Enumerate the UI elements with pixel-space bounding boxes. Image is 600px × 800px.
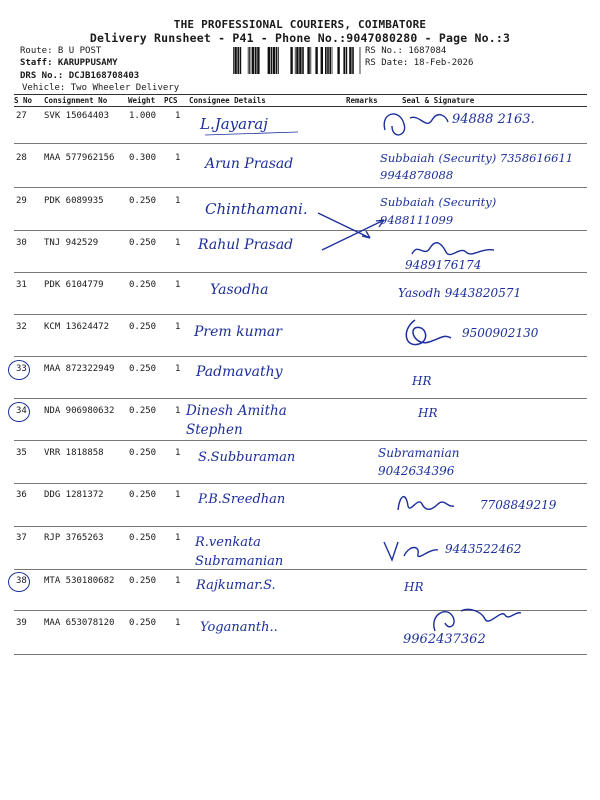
row-weight: 0.250: [129, 280, 157, 290]
row-sno: 32: [16, 322, 27, 332]
row-sno: 28: [16, 153, 27, 163]
row-signature: HR: [404, 580, 424, 594]
row-pcs: 1: [175, 448, 181, 458]
col-header-remarks: Remarks: [346, 96, 378, 105]
row-weight: 0.250: [129, 196, 157, 206]
row-signature: Subbaiah (Security) 7358616611 9944878088: [380, 151, 574, 182]
row-weight: 0.250: [129, 448, 157, 458]
row-consignee: Rajkumar.S.: [196, 578, 276, 593]
row-sno: 38: [16, 576, 27, 586]
col-header-weight: Weight: [128, 96, 156, 105]
row-weight: 0.300: [129, 153, 157, 163]
row-sno: 33: [16, 364, 27, 374]
row-consignee: P.B.Sreedhan: [198, 492, 286, 507]
vehicle-label: Vehicle: Two Wheeler Delivery: [22, 83, 180, 93]
row-pcs: 1: [175, 280, 181, 290]
row-sno: 37: [16, 533, 27, 543]
route-label: Route: B U POST: [20, 46, 102, 56]
row-sno: 31: [16, 280, 27, 290]
row-consignee: Yasodha: [210, 282, 269, 298]
row-consignment: DDG 1281372: [44, 490, 104, 500]
row-signature: 9443522462: [445, 542, 522, 556]
row-pcs: 1: [175, 533, 181, 543]
row-signature: 9500902130: [462, 326, 539, 340]
row-consignee: S.Subburaman: [198, 450, 296, 465]
runsheet-subtitle: Delivery Runsheet - P41 - Phone No.:9047080280 - Page No.:3: [89, 31, 511, 45]
drs-label: DRS No.: DCJB168708403: [20, 71, 140, 81]
row-signature: Yasodh 9443820571: [398, 286, 522, 300]
row-pcs: 1: [175, 406, 181, 416]
row-consignee: Prem kumar: [194, 324, 282, 340]
col-header-seal: Seal & Signature: [402, 96, 475, 105]
row-consignment: MAA 577962156: [44, 153, 115, 163]
row-weight: 0.250: [129, 322, 157, 332]
row-consignee: Arun Prasad: [205, 156, 294, 172]
row-consignee: Chinthamani.: [205, 200, 308, 218]
row-pcs: 1: [175, 322, 181, 332]
row-pcs: 1: [175, 238, 181, 248]
row-sno: 30: [16, 238, 27, 248]
row-consignment: SVK 15064403: [44, 111, 110, 121]
col-header-consignee: Consignee Details: [189, 96, 266, 105]
rs-number: RS No.: 1687084: [365, 46, 447, 56]
row-sno: 39: [16, 618, 27, 628]
row-weight: 0.250: [129, 576, 157, 586]
staff-label: Staff: KARUPPUSAMY: [20, 58, 118, 68]
row-consignee: Yogananth..: [200, 620, 278, 635]
row-consignee: Rahul Prasad: [198, 237, 294, 253]
row-signature: Subbaiah (Security) 9488111099: [380, 195, 497, 227]
row-consignment: TNJ 942529: [44, 238, 99, 248]
row-consignment: PDK 6089935: [44, 196, 104, 206]
row-weight: 0.250: [129, 533, 157, 543]
row-signature: HR: [412, 374, 432, 388]
row-pcs: 1: [175, 196, 181, 206]
row-consignee: R.venkata Subramanian: [195, 535, 284, 569]
row-consignee: Dinesh Amitha Stephen: [186, 403, 287, 438]
row-pcs: 1: [175, 153, 181, 163]
row-consignment: MTA 530180682: [44, 576, 115, 586]
col-header-sno: S No: [14, 96, 33, 105]
company-title: THE PROFESSIONAL COURIERS, COIMBATORE: [173, 18, 427, 31]
row-weight: 0.250: [129, 238, 157, 248]
row-signature: 94888 2163.: [452, 112, 535, 127]
row-consignment: PDK 6104779: [44, 280, 104, 290]
row-weight: 1.000: [129, 111, 157, 121]
row-sno: 27: [16, 111, 27, 121]
row-sno: 29: [16, 196, 27, 206]
row-consignment: MAA 653078120: [44, 618, 115, 628]
row-consignee: L.Jayaraj: [200, 115, 268, 133]
row-signature: HR: [418, 406, 438, 420]
row-signature: 9489176174: [405, 258, 482, 272]
row-sno: 34: [16, 406, 27, 416]
row-consignment: RJP 3765263: [44, 533, 104, 543]
rs-date: RS Date: 18-Feb-2026: [365, 58, 474, 68]
row-consignment: VRR 1818858: [44, 448, 104, 458]
row-signature: 7708849219: [480, 498, 557, 512]
row-weight: 0.250: [129, 618, 157, 628]
row-consignee: Padmavathy: [196, 364, 283, 380]
row-sno: 36: [16, 490, 27, 500]
row-pcs: 1: [175, 618, 181, 628]
row-signature: 9962437362: [403, 632, 486, 647]
row-pcs: 1: [175, 490, 181, 500]
row-consignment: MAA 872322949: [44, 364, 115, 374]
row-weight: 0.250: [129, 406, 157, 416]
row-weight: 0.250: [129, 364, 157, 374]
col-header-pcs: PCS: [164, 96, 178, 105]
row-consignment: KCM 13624472: [44, 322, 110, 332]
row-pcs: 1: [175, 576, 181, 586]
col-header-consignment: Consignment No: [44, 96, 108, 105]
row-pcs: 1: [175, 364, 181, 374]
row-signature: Subramanian 9042634396: [378, 446, 460, 478]
row-consignment: NDA 906980632: [44, 406, 115, 416]
row-pcs: 1: [175, 111, 181, 121]
row-weight: 0.250: [129, 490, 157, 500]
row-sno: 35: [16, 448, 27, 458]
